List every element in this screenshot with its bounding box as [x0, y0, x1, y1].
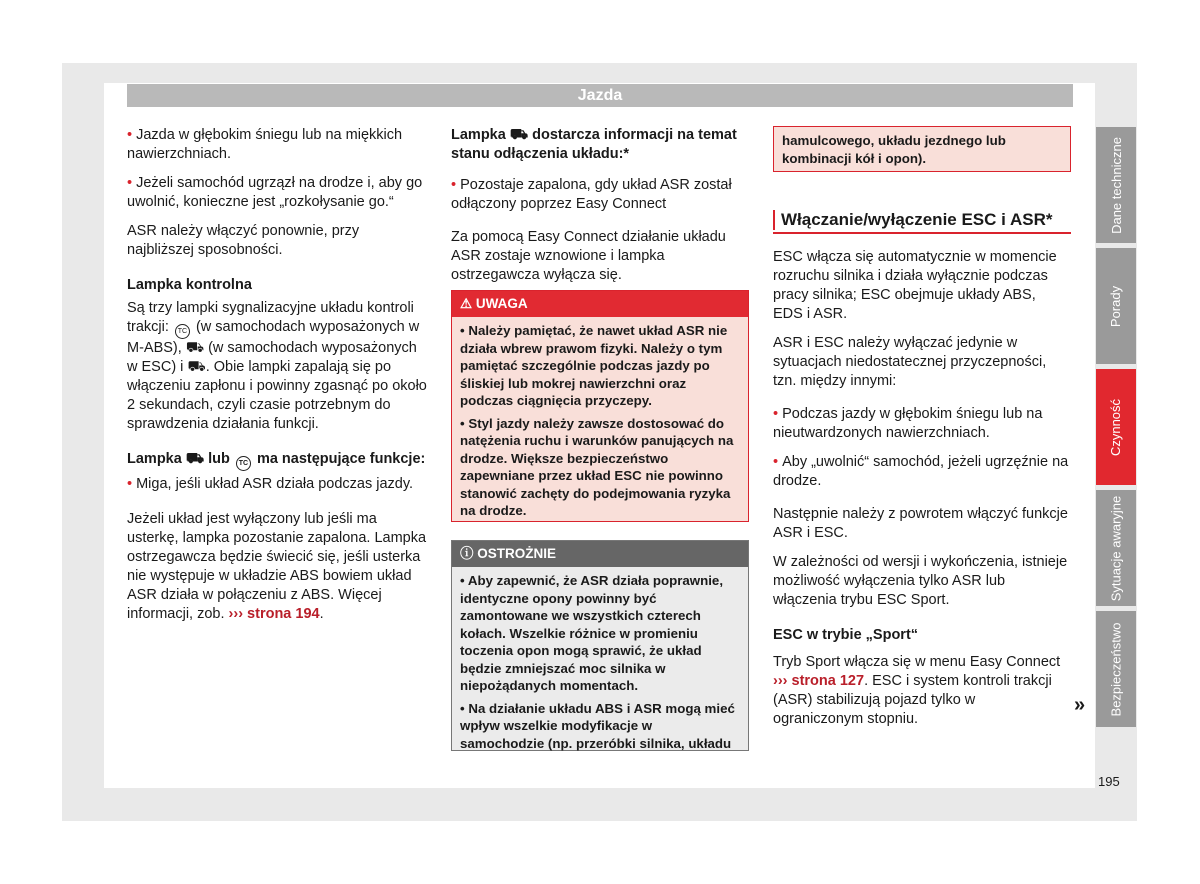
subheading: ESC w trybie „Sport“: [773, 627, 919, 643]
paragraph: W zależności od wersji i wykończenia, istnieje możliwość wyłączenia tylko ASR lub włączenia trybu ESC Sport.: [773, 554, 1068, 608]
tab-porady[interactable]: Porady: [1096, 248, 1136, 364]
warning-body: [452, 317, 748, 530]
esc-car-icon: ⛟: [509, 127, 529, 143]
paragraph: ESC włącza się automatycznie w momencie rozruchu silnika i działa wyłącznie podczas pracy silnika; ESC obejmuje układy ABS, EDS i ASR.: [773, 249, 1057, 322]
bullet-icon: •: [127, 127, 133, 143]
section-title: Włączanie/wyłączenie ESC i ASR*: [773, 208, 1071, 234]
info-circle-icon: ⓘ: [460, 546, 474, 561]
list-item: • Styl jazdy należy zawsze dostosować do natężenia ruchu i warunków panujących na drodze. Większe bezpieczeństwo zapewniane przez układ ESC nie powinno stanowić zachęty do podejmowania ryzyka na drodze.: [460, 415, 734, 518]
subheading: Lampka ⛟ dostarcza informacji na temat stanu odłączenia układu:*: [451, 127, 737, 162]
paragraph: Jeżeli układ jest wyłączony lub jeśli ma usterkę, lampka pozostanie zapalona. Lampka ostrzegawcza będzie świecić się, jeśli usterka nie występuje w układzie ABS bowiem układ ASR działa w połączeniu z ABS. Więcej informacji, zob. ››› strona 194.: [127, 511, 427, 622]
warning-box: [451, 290, 749, 522]
column-2: [451, 126, 749, 295]
bullet-icon: •: [773, 454, 779, 470]
list-item: • Jeżeli samochód ugrzązł na drodze i, aby go uwolnić, konieczne jest „rozkołysanie go.“: [127, 175, 423, 210]
paragraph: ASR i ESC należy wyłączać jedynie w sytuacjach niedostatecznej przyczepności, tzn. między innymi:: [773, 335, 1047, 389]
list-item: • Należy pamiętać, że nawet układ ASR nie działa wbrew prawom fizyki. Należy o tym pamiętać szczególnie podczas jazdy po śliskiej lub mokrej nawierzchni oraz podczas ciągnięcia przyczepy.: [460, 323, 728, 408]
tab-dane-techniczne[interactable]: Dane techniczne: [1096, 127, 1136, 243]
continue-chevron-icon: »: [1074, 694, 1086, 716]
bullet-icon: •: [451, 177, 457, 193]
paragraph: Tryb Sport włącza się w menu Easy Connect ››› strona 127. ESC i system kontroli trakcji (ASR) stabilizują pojazd tylko w ograniczonym stopniu.: [773, 654, 1061, 727]
list-item: • Aby „uwolnić“ samochód, jeżeli ugrzęźnie na drodze.: [773, 454, 1069, 489]
list-item: • Miga, jeśli układ ASR działa podczas jazdy.: [127, 476, 414, 492]
caution-header: ⓘ OSTROŻNIE: [452, 541, 748, 567]
warning-continuation-box: hamulcowego, układu jezdnego lub kombinacji kół i opon).: [773, 126, 1071, 172]
paragraph: ASR należy włączyć ponownie, przy najbliższej sposobności.: [127, 223, 360, 258]
list-item: • Jazda w głębokim śniegu lub na miękkich nawierzchniach.: [127, 127, 403, 162]
list-item: • Pozostaje zapalona, gdy układ ASR został odłączony poprzez Easy Connect: [451, 177, 732, 212]
page-number: 195: [1098, 774, 1120, 789]
esc-off-icon: ⛟: [187, 359, 206, 375]
esc-car-icon: ⛟: [185, 340, 205, 356]
traction-control-icon: TC: [175, 324, 190, 339]
list-item: • Na działanie układu ABS i ASR mogą mieć wpływ wszelkie modyfikacje w samochodzie (np. przeróbki silnika, układu: [460, 700, 735, 751]
tab-sytuacje-awaryjne[interactable]: Sytuacje awaryjne: [1096, 490, 1136, 606]
bullet-icon: •: [773, 406, 779, 422]
paragraph: Następnie należy z powrotem włączyć funkcje ASR i ESC.: [773, 506, 1068, 541]
traction-control-icon: TC: [236, 456, 251, 471]
tab-czynnosc[interactable]: Czynność: [1096, 369, 1136, 485]
page-link[interactable]: ››› strona 127: [773, 673, 865, 689]
bullet-icon: •: [127, 175, 133, 191]
subheading: Lampka kontrolna: [127, 277, 252, 293]
caution-body: [452, 567, 748, 762]
esc-car-icon: ⛟: [185, 451, 205, 467]
bullet-icon: •: [127, 476, 133, 492]
page-header: Jazda: [127, 84, 1073, 107]
warning-triangle-icon: ⚠: [460, 296, 473, 311]
page-link[interactable]: ››› strona 194: [228, 606, 320, 622]
paragraph: Za pomocą Easy Connect działanie układu ASR zostaje wznowione i lampka ostrzegawcza wyłącza się.: [451, 229, 726, 283]
column-3: [773, 248, 1069, 739]
warning-header: ⚠ UWAGA: [452, 291, 748, 317]
caution-box: [451, 540, 749, 751]
list-item: • Aby zapewnić, że ASR działa poprawnie, identyczne opony powinny być zamontowane we wszystkich czterech kołach. Wszelkie różnice w promieniu toczenia opon mogą sprawić, że układ będzie zmniejszać moc silnika w niepożądanych momentach.: [460, 573, 724, 693]
list-item: • Podczas jazdy w głębokim śniegu lub na nieutwardzonych nawierzchniach.: [773, 406, 1043, 441]
column-1: [127, 126, 427, 634]
tab-bezpieczenstwo[interactable]: Bezpieczeństwo: [1096, 611, 1136, 727]
subheading: Lampka ⛟ lub TC ma następujące funkcje:: [127, 450, 427, 471]
paragraph: Są trzy lampki sygnalizacyjne układu kontroli trakcji: TC (w samochodach wyposażonych w M-ABS), ⛟ (w samochodach wyposażonych w ESC) i ⛟. Obie lampki zapalają się po włączeniu zapłonu i powinny zgasnąć po około 2 sekundach, czyli czasie potrzebnym do sprawdzenia działania funkcji.: [127, 300, 427, 432]
